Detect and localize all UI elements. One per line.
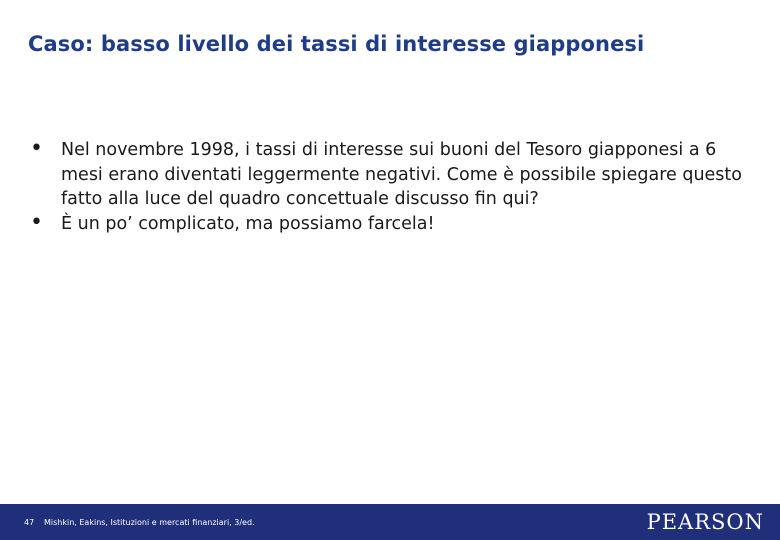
bullet-icon: • <box>30 209 43 235</box>
bullet-text: Nel novembre 1998, i tassi di interesse sui buoni del Tesoro giapponesi a 6 mesi erano diventati leggermente negativi. Come è possibile spiegare questo fatto alla luce del quadro concettuale discusso fin qui? <box>61 140 742 209</box>
slide-title: Caso: basso livello dei tassi di interesse giapponesi <box>28 32 645 56</box>
footer-bar <box>0 504 780 540</box>
bullet-list <box>28 138 748 236</box>
bullet-item <box>28 209 748 237</box>
pearson-logo: PEARSON <box>646 510 764 534</box>
page-number: 47 <box>24 518 35 527</box>
footer-credit: Mishkin, Eakins, Istituzioni e mercati finanziari, 3/ed. <box>44 518 255 527</box>
bullet-icon: • <box>30 136 43 161</box>
bullet-text: È un po’ complicato, ma possiamo farcela! <box>61 213 435 234</box>
bullet-item <box>28 138 748 212</box>
